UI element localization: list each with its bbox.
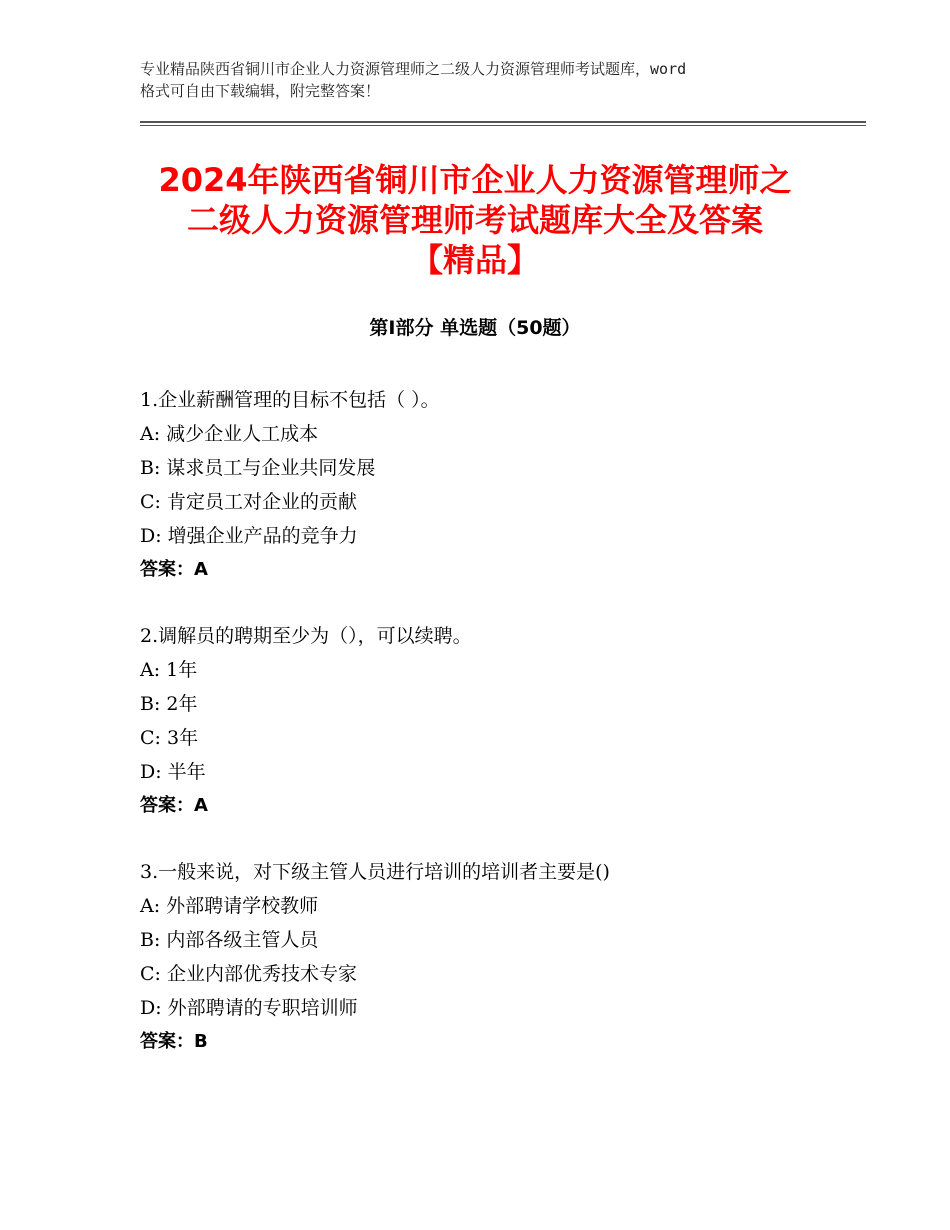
option-c: C: 企业内部优秀技术专家 xyxy=(140,963,357,985)
header-divider-thin xyxy=(140,125,866,126)
option-b: B: 2年 xyxy=(140,693,198,715)
option-a: A: 1年 xyxy=(140,659,198,681)
question-3 xyxy=(140,855,860,1059)
document-title xyxy=(100,160,850,280)
header-note-line-2: 格式可自由下载编辑，附完整答案！ xyxy=(140,82,381,100)
question-list xyxy=(140,383,860,1091)
header-note-line-1: 专业精品陕西省铜川市企业人力资源管理师之二级人力资源管理师考试题库，word xyxy=(140,60,687,78)
option-d: D: 增强企业产品的竞争力 xyxy=(140,525,358,547)
option-a: A: 外部聘请学校教师 xyxy=(140,895,319,917)
option-b: B: 谋求员工与企业共同发展 xyxy=(140,457,376,479)
answer: 答案：A xyxy=(140,795,208,816)
question-2 xyxy=(140,619,860,823)
document-title-line-2: 二级人力资源管理师考试题库大全及答案 xyxy=(186,201,763,239)
option-c: C: 3年 xyxy=(140,727,199,749)
document-title-line-3: 【精品】 xyxy=(410,241,539,279)
question-stem: 1.企业薪酬管理的目标不包括（ ）。 xyxy=(140,389,440,411)
header-note xyxy=(140,58,840,102)
option-d: D: 半年 xyxy=(140,761,206,783)
answer: 答案：B xyxy=(140,1031,208,1052)
option-d: D: 外部聘请的专职培训师 xyxy=(140,997,358,1019)
option-c: C: 肯定员工对企业的贡献 xyxy=(140,491,357,513)
question-1 xyxy=(140,383,860,587)
option-a: A: 减少企业人工成本 xyxy=(140,423,319,445)
section-title: 第Ⅰ部分 单选题（50题） xyxy=(369,317,581,339)
question-stem: 3.一般来说，对下级主管人员进行培训的培训者主要是() xyxy=(140,861,610,883)
answer: 答案：A xyxy=(140,559,208,580)
document-title-line-1: 2024年陕西省铜川市企业人力资源管理师之 xyxy=(158,161,792,199)
option-b: B: 内部各级主管人员 xyxy=(140,929,319,951)
question-stem: 2.调解员的聘期至少为（），可以续聘。 xyxy=(140,625,472,647)
header-divider-thick xyxy=(140,121,866,123)
